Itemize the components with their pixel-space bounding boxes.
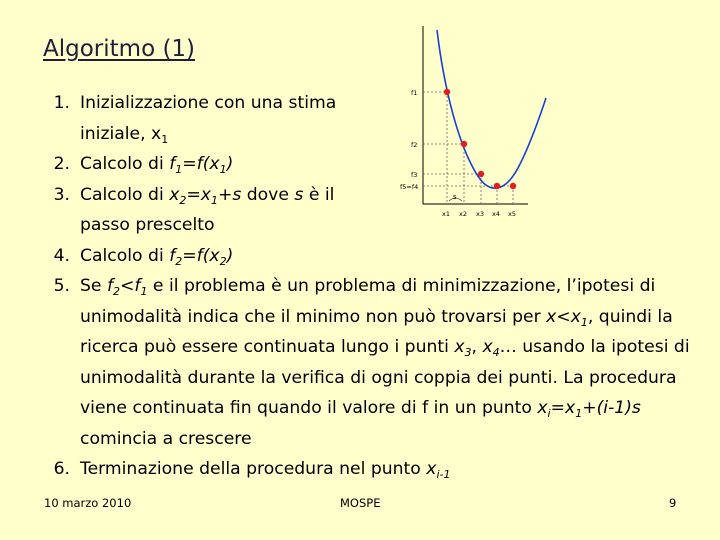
y-label: f2 — [411, 141, 418, 149]
item-number: 4. — [53, 245, 70, 266]
list-item: 2. Calcolo di $f_1=f(x_1)$ — [10, 149, 700, 180]
point-f5 — [510, 183, 516, 189]
slide-title: Algoritmo (1) — [43, 36, 196, 62]
item-number: 3. — [53, 184, 70, 205]
y-label: f1 — [411, 89, 418, 97]
evaluation-points — [444, 89, 516, 189]
item-number: 5. — [53, 276, 70, 296]
x-label: x2 — [459, 210, 467, 218]
y-label: f5=f4 — [400, 183, 419, 191]
x-label: x3 — [476, 210, 484, 218]
point-f2 — [461, 141, 467, 147]
point-f4 — [494, 183, 500, 189]
x-label: x4 — [492, 210, 500, 218]
point-f1 — [444, 89, 450, 95]
steps-list — [10, 88, 700, 485]
point-f3 — [478, 171, 484, 177]
list-item: 4. Calcolo di $f_2=f(x_2)$ — [10, 241, 700, 272]
x-labels — [442, 210, 516, 218]
list-item: 1. Inizializzazione con una stima iniziale, $x_1$ — [10, 88, 380, 149]
objective-curve — [437, 30, 546, 188]
item-number: 6. — [53, 459, 70, 479]
list-item: 3. Calcolo di $x_2=x_1+s$ dove s è il passo prescelto — [10, 180, 380, 241]
page-number: 9 — [669, 496, 677, 510]
item-number: 1. — [53, 93, 70, 113]
step-label: s — [453, 193, 457, 201]
x-label: x1 — [442, 210, 450, 218]
item-number: 2. — [53, 154, 70, 174]
list-item: 6. Terminazione della procedura nel punto $x_{i-1}$ — [10, 454, 700, 485]
footer-title: MOSPE — [340, 496, 381, 510]
footer-date: 10 marzo 2010 — [44, 496, 132, 510]
y-label: f3 — [411, 171, 418, 179]
list-item: 5. Se $f_2<f_1$ e il problema è un problema di minimizzazione, l’ipotesi di unimodalità indica che il minimo non può trovarsi per $x<x_1$, quindi la ricerca può essere continuata lungo i punti $x_3$, $x_4\dots$ usando la ipotesi di unimodalità durante la verifica di ogni coppia dei punti. La procedura viene continuata fin quando il valore di f in un punto $x_i=x_1+(i-1)s$ comincia a crescere — [10, 271, 700, 454]
y-labels — [400, 89, 418, 191]
x-label: x5 — [508, 210, 516, 218]
unimodal-search-figure — [396, 18, 556, 228]
